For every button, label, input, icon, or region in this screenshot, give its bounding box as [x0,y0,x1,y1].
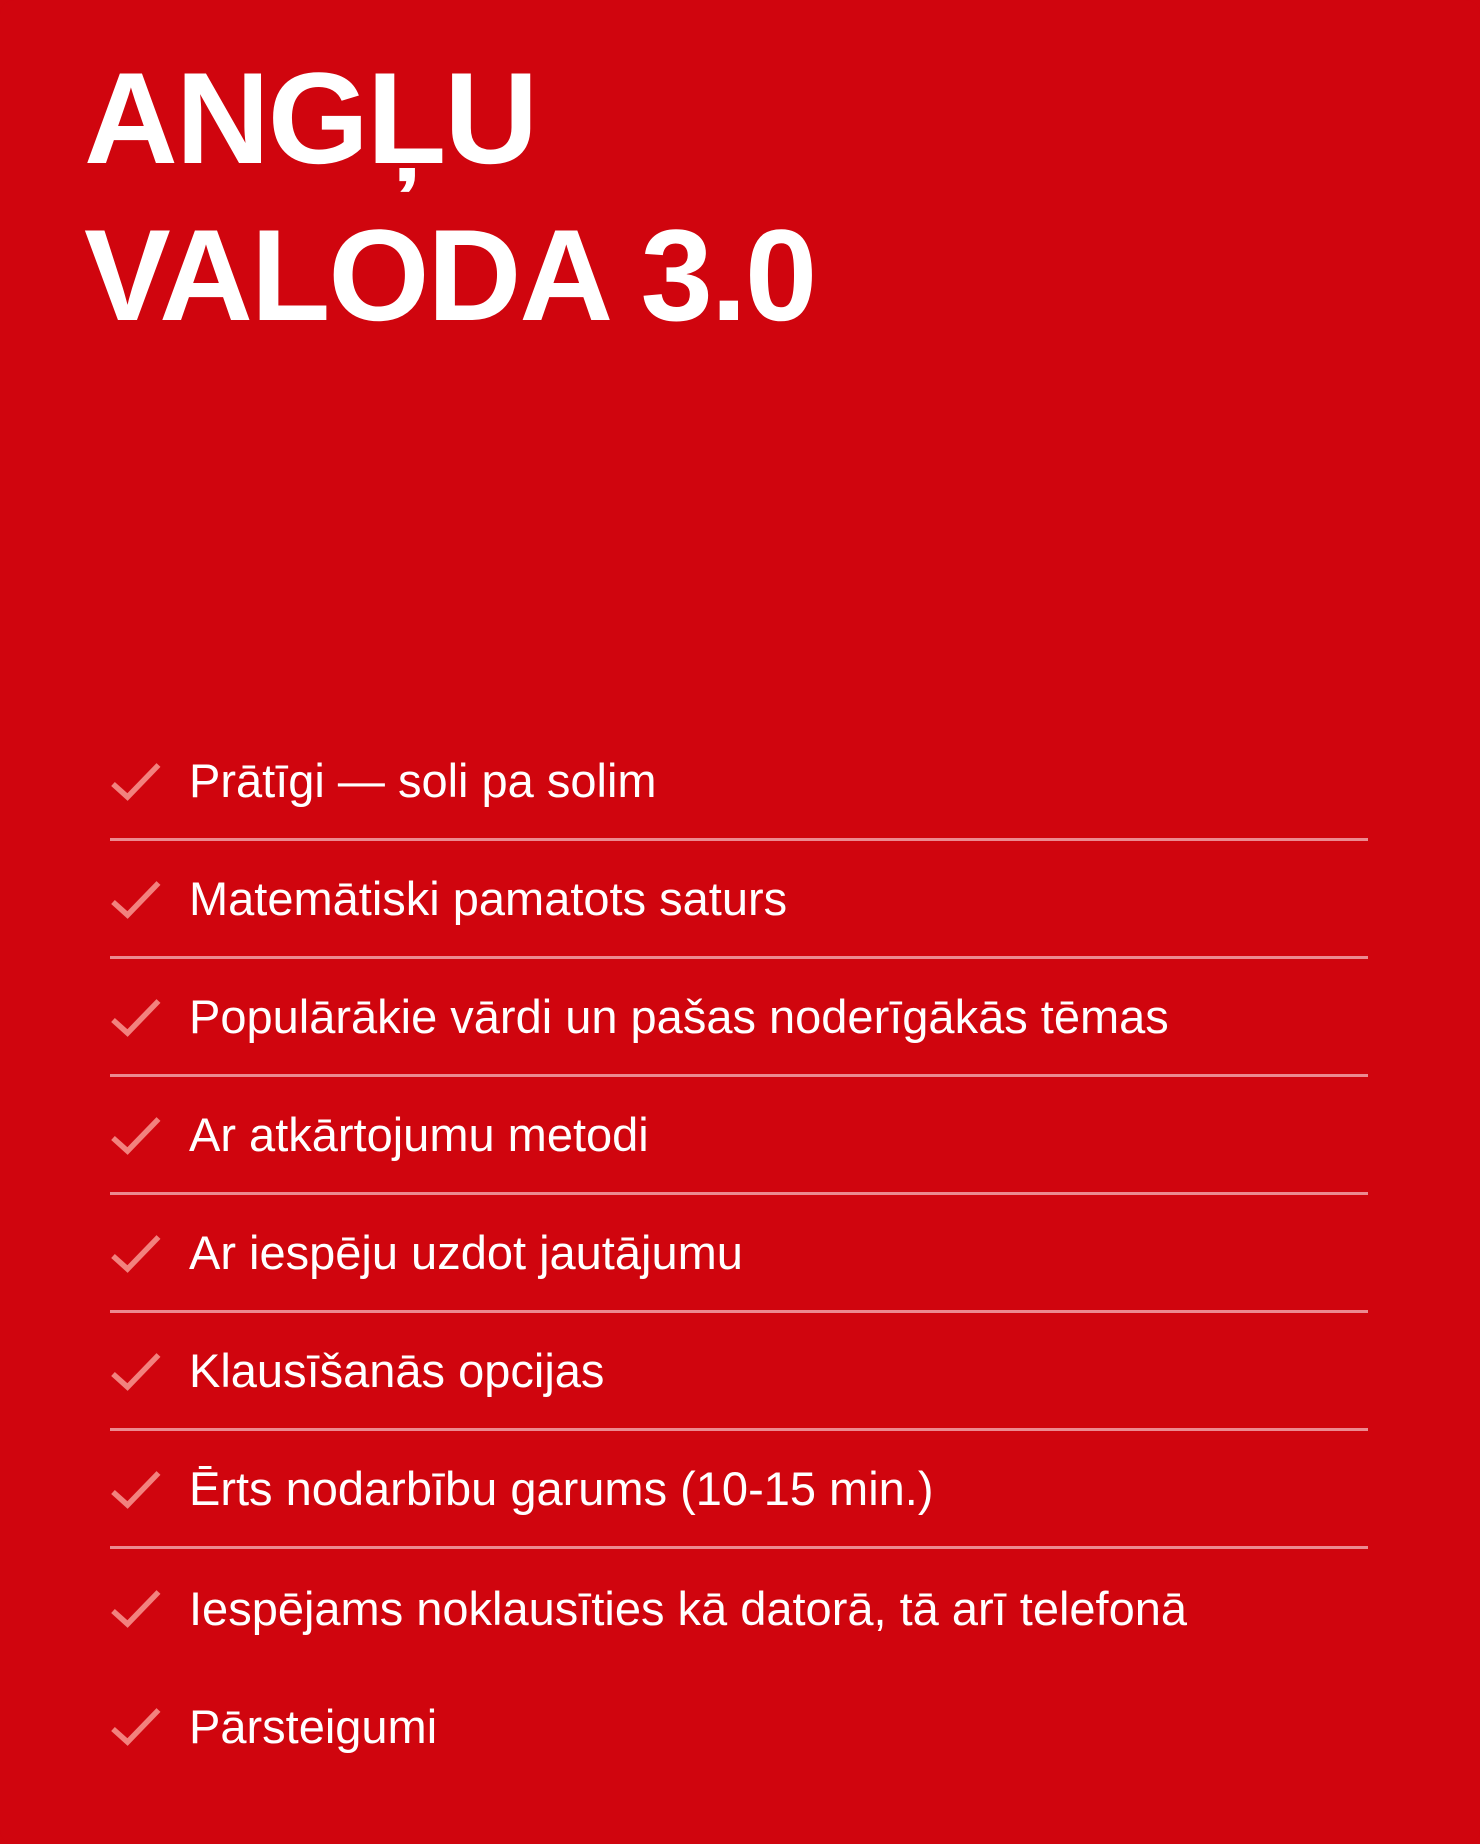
list-item [110,1195,1368,1313]
page-title-line1: ANGĻU [84,45,537,191]
list-item [110,723,1368,841]
check-icon [110,1588,162,1628]
check-icon [110,879,162,919]
list-item [110,1431,1368,1549]
list-item-label: Pārsteigumi [189,1699,438,1753]
list-item-label: Ērts nodarbību garums (10-15 min.) [189,1462,934,1515]
check-icon [110,761,162,801]
check-icon [110,1706,162,1746]
page-title [84,40,815,354]
list-item-label: Populārākie vārdi un pašas noderīgākās tēmas [189,990,1169,1043]
list-item [110,841,1368,959]
list-item [110,1077,1368,1195]
list-item [110,1667,1368,1785]
list-item [110,1549,1368,1667]
list-item [110,1313,1368,1431]
list-item-label: Ar atkārtojumu metodi [189,1108,649,1161]
list-item-label: Klausīšanās opcijas [189,1344,605,1397]
check-icon [110,1469,162,1509]
check-icon [110,1233,162,1273]
check-icon [110,997,162,1037]
page-title-line2: VALODA 3.0 [84,202,816,348]
check-icon [110,1115,162,1155]
feature-checklist [110,723,1368,1785]
check-icon [110,1351,162,1391]
list-item [110,959,1368,1077]
list-item-label: Ar iespēju uzdot jautājumu [189,1226,743,1279]
list-item-label: Prātīgi — soli pa solim [189,754,657,807]
list-item-label: Iespējams noklausīties kā datorā, tā arī telefonā [189,1581,1188,1635]
list-item-label: Matemātiski pamatots saturs [189,872,788,925]
